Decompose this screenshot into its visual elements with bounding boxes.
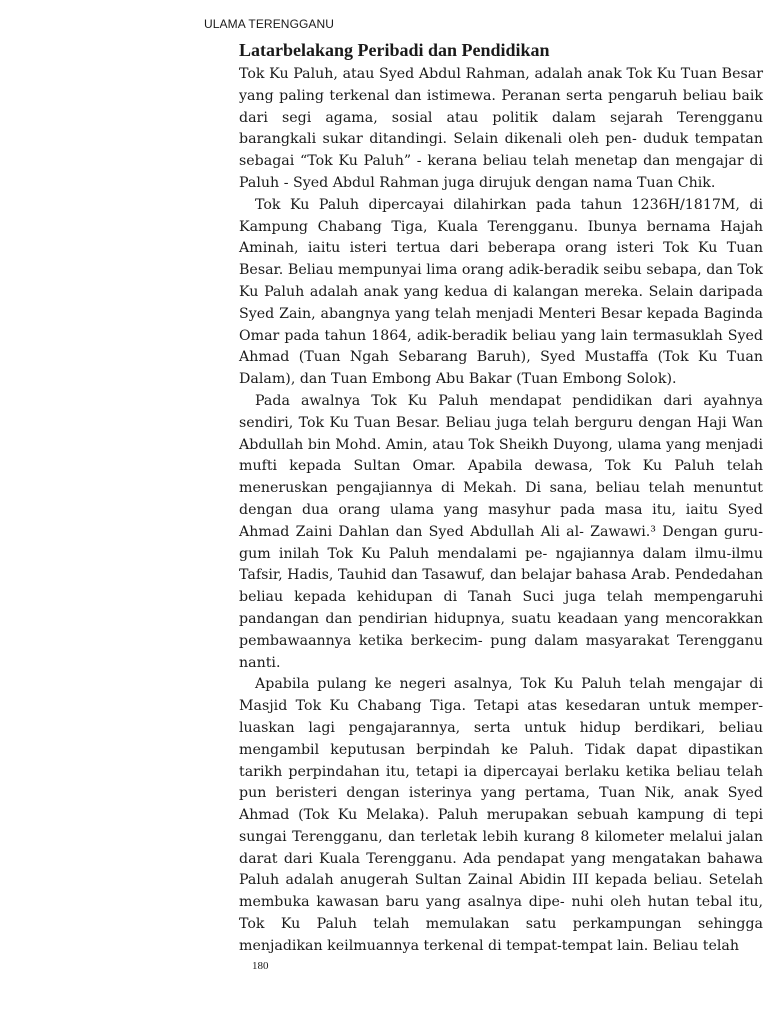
paragraph: Pada awalnya Tok Ku Paluh mendapat pendidikan dari ayahnya sendiri, Tok Ku Tuan Besar. Beliau juga telah berguru dengan Haji Wan Abdullah bin Mohd. Amin, atau Tok Sheikh Duyong, ulama yang menjadi mufti kepada Sultan Omar. Apabila dewasa, Tok Ku Paluh telah meneruskan pengajiannya di Mekah. Di sana, beliau telah menuntut dengan dua orang ulama yang masyhur pada masa itu, iaitu Syed Ahmad Zaini Dahlan dan Syed Abdullah Ali al- Zawawi.³ Dengan guru-gum inilah Tok Ku Paluh mendalami pe- ngajiannya dalam ilmu-ilmu Tafsir, Hadis, Tauhid dan Tasawuf, dan belajar bahasa Arab. Pendedahan beliau kepada kehidupan di Tanah Suci juga telah mempengaruhi pandangan dan pendirian hidupnya, suatu keadaan yang mencorakkan pembawaannya ketika berkecim- pung dalam masyarakat Terengganu nanti. [239, 392, 763, 671]
running-header: ULAMA TERENGGANU [204, 17, 335, 31]
page-number: 180 [252, 960, 269, 972]
paragraph: Apabila pulang ke negeri asalnya, Tok Ku Paluh telah mengajar di Masjid Tok Ku Chabang Tiga. Tetapi atas kesedaran untuk memper- luaskan lagi pengajarannya, serta untuk hidup berdikari, beliau mengambil keputusan berpindah ke Paluh. Tidak dapat dipastikan tarikh perpindahan itu, tetapi ia dipercayai berlaku ketika beliau telah pun beristeri dengan isterinya yang pertama, Tuan Nik, anak Syed Ahmad (Tok Ku Melaka). Paluh merupakan sebuah kampung di tepi sungai Terengganu, dan terletak lebih kurang 8 kilometer melalui jalan darat dari Kuala Terengganu. Ada pendapat yang mengatakan bahawa Paluh adalah anugerah Sultan Zainal Abidin III kepada beliau. Setelah membuka kawasan baru yang asalnya dipe- nuhi oleh hutan tebal itu, Tok Ku Paluh telah memulakan satu perkampungan sehingga menjadikan keilmuannya terkenal di tempat-tempat lain. Beliau telah [239, 676, 763, 954]
page-body [239, 38, 763, 958]
paragraph: Tok Ku Paluh, atau Syed Abdul Rahman, adalah anak Tok Ku Tuan Besar yang paling terkenal dan istimewa. Peranan serta pengaruh beliau baik dari segi agama, sosial atau politik dalam sejarah Terengganu barangkali sukar ditandingi. Selain dikenali oleh pen- duduk tempatan sebagai “Tok Ku Paluh” - kerana beliau telah menetap dan mengajar di Paluh - Syed Abdul Rahman juga dirujuk dengan nama Tuan Chik. [239, 66, 763, 191]
section-title: Latarbelakang Peribadi dan Pendidikan [239, 40, 550, 60]
paragraph: Tok Ku Paluh dipercayai dilahirkan pada tahun 1236H/1817M, di Kampung Chabang Tiga, Kuala Terengganu. Ibunya bernama Hajah Aminah, iaitu isteri tertua dari beberapa orang isteri Tok Ku Tuan Besar. Beliau mempunyai lima orang adik-beradik seibu sebapa, dan Tok Ku Paluh adalah anak yang kedua di kalangan mereka. Selain daripada Syed Zain, abangnya yang telah menjadi Menteri Besar kepada Baginda Omar pada tahun 1864, adik-beradik beliau yang lain termasuklah Syed Ahmad (Tuan Ngah Sebarang Baruh), Syed Mustaffa (Tok Ku Tuan Dalam), dan Tuan Embong Abu Bakar (Tuan Embong Solok). [239, 196, 763, 388]
